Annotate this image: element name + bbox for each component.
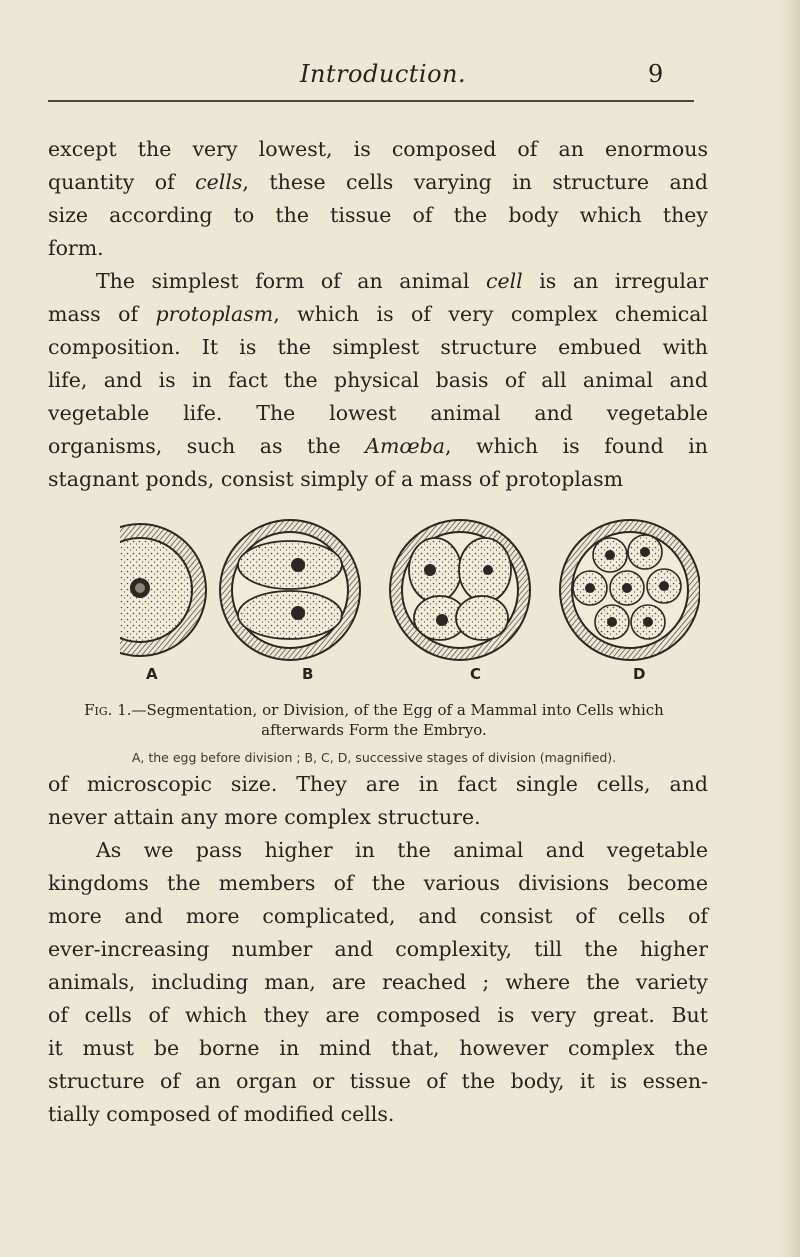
text-line: As we pass higher in the animal and vegetable bbox=[96, 838, 708, 862]
text-line: life, and is in fact the physical basis of all animal and bbox=[48, 368, 708, 392]
text-line: more and more complicated, and consist of cells of bbox=[48, 904, 708, 928]
text-run: The simplest form of an animal bbox=[96, 269, 486, 293]
text-run: quantity of bbox=[48, 170, 196, 194]
italic-term: cell bbox=[485, 269, 523, 293]
figure-letter-c: C bbox=[470, 665, 482, 683]
text-run: organisms, such as the bbox=[48, 434, 366, 458]
segmentation-figure bbox=[120, 510, 700, 675]
page-edge-shadow bbox=[778, 0, 800, 1257]
text-run: , which is of very complex chemical bbox=[273, 302, 708, 326]
text-line: kingdoms the members of the various divisions become bbox=[48, 871, 708, 895]
figure-letter-a: A bbox=[146, 665, 158, 683]
text-line: of microscopic size. They are in fact single cells, and bbox=[48, 772, 708, 796]
paragraph-bottom bbox=[48, 768, 708, 1131]
text-line: composition. It is the simplest structure embued with bbox=[48, 335, 708, 359]
running-header bbox=[0, 60, 800, 100]
header-rule bbox=[48, 100, 694, 102]
text-line: ever-increasing number and complexity, till the higher bbox=[48, 937, 708, 961]
text-line: except the very lowest, is composed of an enormous bbox=[48, 137, 708, 161]
caption-label: Fig. 1. bbox=[84, 701, 132, 719]
paragraph-top bbox=[48, 133, 708, 496]
caption-detail: A, the egg before division ; B, C, D, successive stages of division (magnified). bbox=[131, 750, 617, 765]
text-line: form. bbox=[48, 236, 104, 260]
text-line: tially composed of modified cells. bbox=[48, 1102, 395, 1126]
figure-caption bbox=[48, 700, 700, 768]
text-run: , which is found in bbox=[445, 434, 708, 458]
text-line: structure of an organ or tissue of the body, it is essen- bbox=[48, 1069, 708, 1093]
caption-title-text: —Segmentation, or Division, of the Egg of a Mammal into Cells which afterwards Form the Embryo. bbox=[131, 701, 664, 739]
text-line: vegetable life. The lowest animal and vegetable bbox=[48, 401, 708, 425]
text-line bbox=[48, 265, 708, 298]
text-run: mass of bbox=[48, 302, 156, 326]
figure-letter-b: B bbox=[302, 665, 314, 683]
caption-title bbox=[48, 700, 700, 740]
italic-term: cells bbox=[195, 170, 243, 194]
figure-panel-a bbox=[120, 524, 206, 656]
text-line: stagnant ponds, consist simply of a mass of protoplasm bbox=[48, 467, 624, 491]
text-line: of cells of which they are composed is very great. But bbox=[48, 1003, 708, 1027]
text-line: it must be borne in mind that, however complex the bbox=[48, 1036, 708, 1060]
text-line: size according to the tissue of the body which they bbox=[48, 203, 708, 227]
text-line bbox=[48, 166, 708, 199]
running-title: Introduction. bbox=[300, 60, 467, 88]
page-number: 9 bbox=[648, 60, 664, 88]
figure-panel-b bbox=[220, 520, 360, 660]
text-line: animals, including man, are reached ; where the variety bbox=[48, 970, 708, 994]
figure-letter-d: D bbox=[633, 665, 646, 683]
text-run: is an irregular bbox=[522, 269, 708, 293]
text-line bbox=[48, 430, 708, 463]
italic-term: protoplasm bbox=[155, 302, 274, 326]
figure-panel-c bbox=[390, 520, 530, 660]
italic-term: Amœba bbox=[365, 434, 446, 458]
figure-panel-d bbox=[560, 520, 700, 660]
text-line bbox=[48, 298, 708, 331]
text-line: never attain any more complex structure. bbox=[48, 805, 481, 829]
text-run: , these cells varying in structure and bbox=[242, 170, 709, 194]
